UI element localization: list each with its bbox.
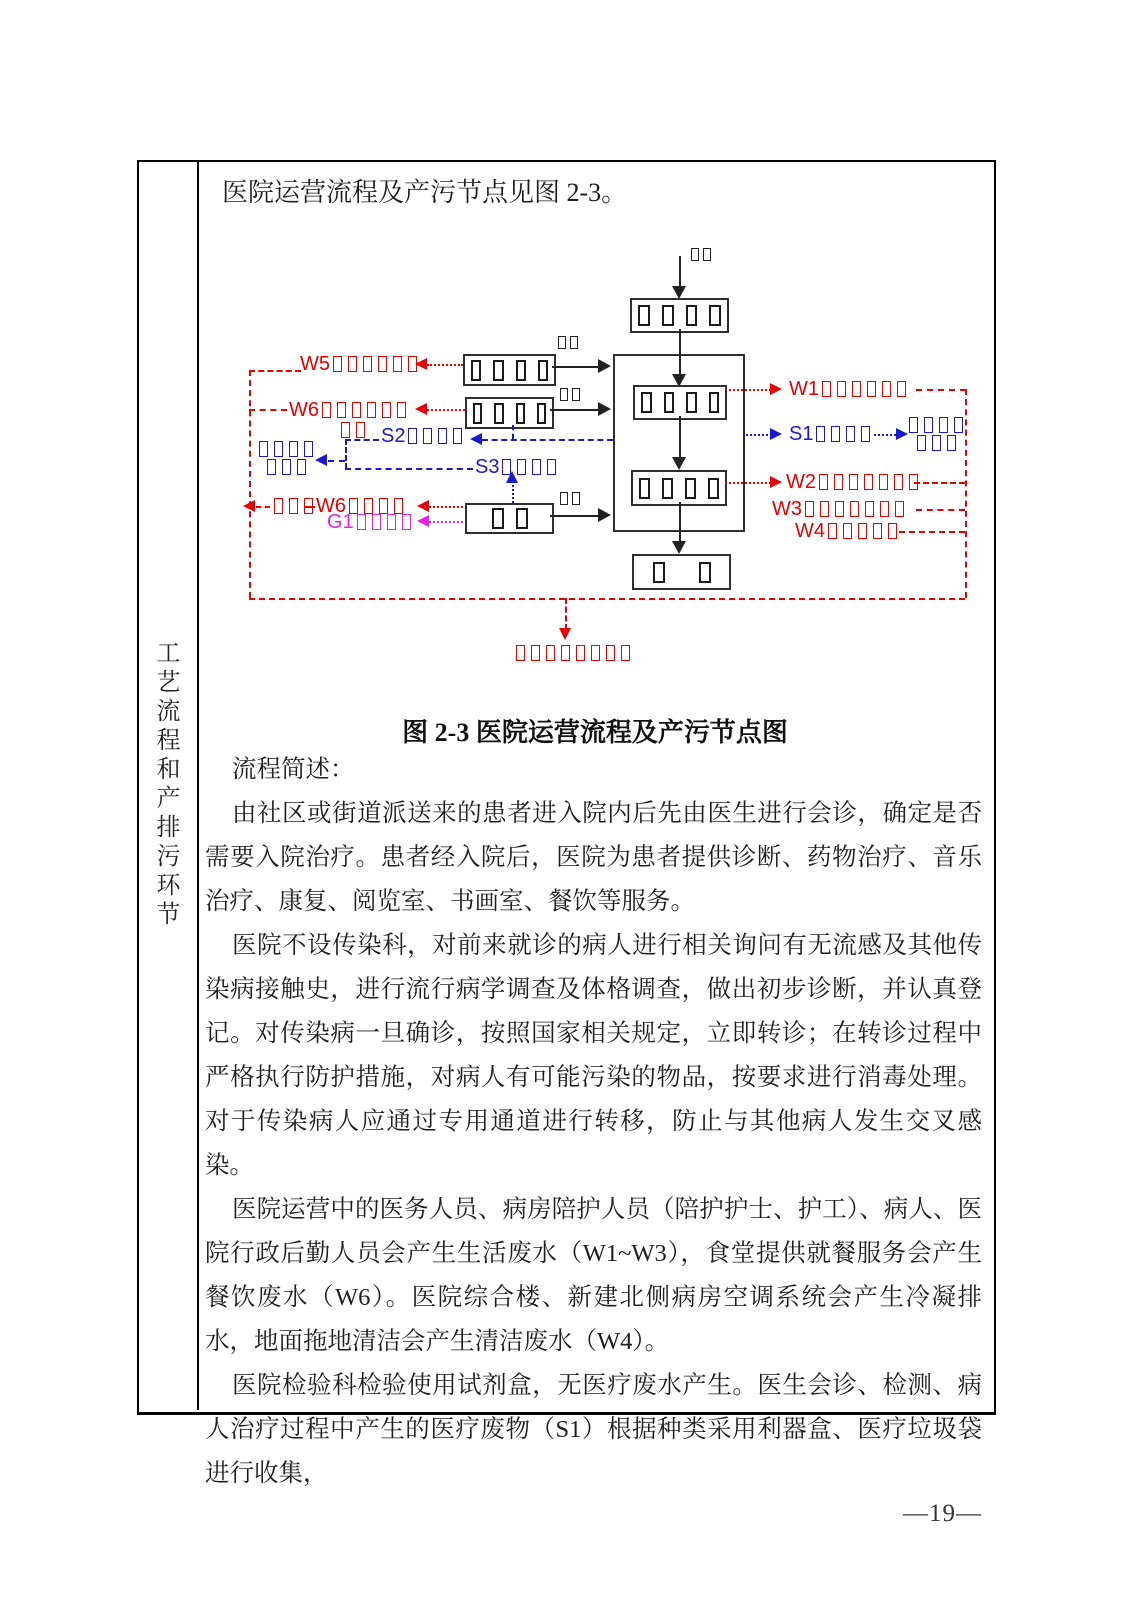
- pollutant-line-w5: [427, 364, 463, 366]
- paragraph-4: 医院检验科检验使用试剂盒，无医疗废水产生。医生会诊、检测、病人治疗过程中产生的医疗废物（S1）根据种类采用利器盒、医疗垃圾袋进行收集，: [205, 1372, 982, 1487]
- label-arrow-f: [558, 388, 582, 403]
- flow-line: [550, 409, 602, 411]
- label-g1: G1: [327, 512, 414, 532]
- label-w4: W4: [795, 521, 900, 541]
- label-w2: W2: [786, 472, 921, 492]
- arrow-left-icon: [243, 500, 255, 512]
- arrow-right-icon: [598, 508, 611, 522]
- flow-line: [679, 502, 681, 544]
- waste-line: [512, 425, 514, 439]
- label-left-sink-line1: [256, 439, 316, 459]
- row-header-process-flow: 工艺流程和产排污环节: [156, 641, 181, 928]
- flow-line: [679, 416, 681, 460]
- arrow-right-icon: [598, 402, 611, 416]
- pollutant-line-w1: [725, 389, 775, 391]
- dashed-connector: [249, 409, 287, 411]
- dashed-connector: [916, 389, 966, 391]
- arrow-down-icon: [672, 541, 686, 554]
- flow-box-reception: [630, 298, 729, 333]
- body-text: [205, 748, 982, 1496]
- waste-line: [345, 439, 347, 469]
- label-w6a-line2: [338, 420, 368, 440]
- label-bottom-sink: [513, 643, 633, 663]
- flow-line: [679, 256, 681, 288]
- dashed-connector: [305, 506, 315, 508]
- dashed-connector: [249, 370, 301, 372]
- arrow-right-icon: [598, 359, 611, 373]
- dashed-connector: [565, 598, 567, 630]
- waste-line-s2: [482, 439, 613, 441]
- flow-line: [550, 515, 602, 517]
- dashed-connector: [256, 506, 270, 508]
- label-right-sink-line2: [914, 433, 959, 453]
- paragraph-1: 由社区或街道派送来的患者进入院内后先由医生进行会诊，确定是否需要入院治疗。患者经入院后，医院为患者提供诊断、药物治疗、音乐治疗、康复、阅览室、书画室、餐饮等服务。: [205, 800, 982, 915]
- arrow-right-icon: [770, 428, 782, 440]
- label-s1: S1: [789, 424, 873, 444]
- label-arrow-e: [556, 336, 580, 351]
- label-arrow-g: [558, 492, 582, 507]
- label-s2: S2: [381, 426, 465, 446]
- label-left-sink-line2: [264, 457, 309, 477]
- waste-line: [512, 480, 514, 503]
- waste-line-s3: [345, 468, 473, 470]
- label-w5: W5: [300, 354, 420, 374]
- arrow-left-icon: [315, 454, 327, 466]
- flow-box-left-mid: [465, 397, 554, 429]
- flow-line: [552, 366, 602, 368]
- label-right-sink-line1: [906, 415, 966, 435]
- paragraph-heading: 流程简述：: [232, 756, 355, 783]
- label-w6a: W6: [289, 400, 409, 420]
- arrow-up-icon: [506, 471, 518, 483]
- arrow-left-icon: [417, 500, 429, 512]
- paragraph-2: 医院不设传染科，对前来就诊的病人进行相关询问有无流感及其他传染病接触史，进行流行病学调查及体格调查，做出初步诊断，并认真登记。对传染病一旦确诊，按照国家相关规定，立即转诊；在转诊过程中严格执行防护措施，对病人有可能污染的物品，按要求进行消毒处理。对于传染病人应通过专用通道进行转移，防止与其他病人发生交叉感染。: [205, 932, 982, 1179]
- flow-box-discharge: [632, 554, 731, 590]
- flow-line: [679, 329, 681, 377]
- arrow-down-icon: [672, 457, 686, 470]
- arrow-left-icon: [470, 433, 482, 445]
- arrow-down-icon: [559, 628, 571, 640]
- dashed-connector: [916, 509, 965, 511]
- pollutant-line-w6b: [429, 506, 463, 508]
- label-patient-in: [689, 248, 713, 263]
- arrow-right-icon: [770, 476, 782, 488]
- pollutant-line-w6: [427, 409, 465, 411]
- flow-box-left-top: [463, 354, 556, 386]
- arrow-right-icon: [770, 383, 782, 395]
- pollutant-line-w2: [725, 482, 775, 484]
- label-w3: W3: [772, 499, 907, 519]
- pollutant-line-g1: [429, 521, 463, 523]
- dashed-connector: [249, 598, 965, 600]
- dashed-connector: [899, 531, 965, 533]
- dashed-connector: [965, 389, 967, 598]
- paragraph-3: 医院运营中的医务人员、病房陪护人员（陪护护士、护工）、病人、医院行政后勤人员会产生生活废水（W1~W3），食堂提供就餐服务会产生餐饮废水（W6）。医院综合楼、新建北侧病房空调系统会产生冷凝排水，地面拖地清洁会产生清洁废水（W4）。: [205, 1196, 982, 1355]
- waste-line: [345, 439, 379, 441]
- label-w6b: W6: [316, 496, 406, 516]
- label-s3: S3: [475, 457, 559, 477]
- arrow-left-icon: [415, 403, 427, 415]
- flow-box-inner-top: [633, 385, 727, 420]
- label-w1: W1: [789, 379, 909, 399]
- dashed-connector: [249, 370, 251, 598]
- dashed-connector: [914, 482, 965, 484]
- waste-line: [328, 460, 345, 462]
- flow-box-inner-bottom: [631, 470, 727, 506]
- figure-caption: 图 2-3 医院运营流程及产污节点图: [402, 718, 788, 747]
- page-number: —19—: [903, 1500, 982, 1527]
- arrow-left-icon: [415, 358, 427, 370]
- flow-box-left-bottom: [465, 503, 554, 534]
- arrow-left-icon: [417, 515, 429, 527]
- intro-sentence: 医院运营流程及产污节点见图 2-3。: [222, 178, 628, 207]
- table-column-divider: [197, 162, 199, 1410]
